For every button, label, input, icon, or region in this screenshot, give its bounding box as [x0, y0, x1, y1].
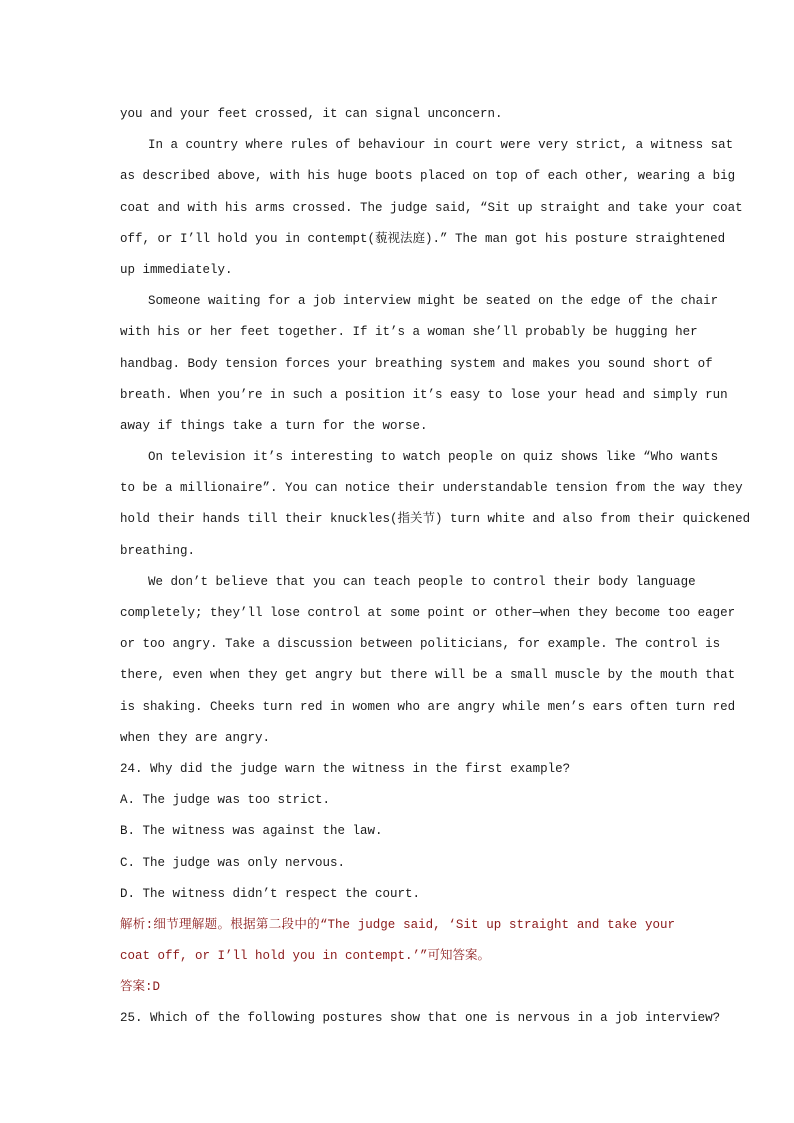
reading-passage	[120, 99, 751, 754]
question-25-stem: 25. Which of the following postures show that one is nervous in a job interview?	[120, 1011, 721, 1026]
question-24-option-b: B. The witness was against the law.	[120, 824, 383, 839]
question-24-analysis-line-1: 解析:细节理解题。根据第二段中的“The judge said, ‘Sit up straight and take your	[120, 917, 675, 932]
question-24-option-c: C. The judge was only nervous.	[120, 855, 346, 870]
passage-line: Someone waiting for a job interview might be seated on the edge of the chair	[148, 294, 719, 309]
passage-line: you and your feet crossed, it can signal unconcern.	[120, 107, 503, 121]
passage-line: or too angry. Take a discussion between politicians, for example. The control is	[120, 637, 721, 652]
passage-line: as described above, with his huge boots placed on top of each other, wearing a big	[120, 169, 736, 184]
passage-line: there, even when they get angry but there will be a small muscle by the mouth that	[120, 668, 736, 683]
question-24-answer: 答案:D	[120, 980, 161, 995]
question-24-option-a: A. The judge was too strict.	[120, 793, 331, 808]
passage-line: completely; they’ll lose control at some point or other—when they become too eager	[120, 606, 736, 620]
passage-line: coat and with his arms crossed. The judge said, “Sit up straight and take your coat	[120, 200, 743, 215]
passage-line: On television it’s interesting to watch people on quiz shows like “Who wants	[148, 450, 719, 465]
passage-line: off, or I’ll hold you in contempt(藐视法庭).” The man got his posture straightened	[120, 231, 726, 246]
passage-line: up immediately.	[120, 262, 233, 277]
passage-line: We don’t believe that you can teach people to control their body language	[148, 574, 696, 589]
passage-line: away if things take a turn for the worse.	[120, 418, 428, 433]
passage-line: when they are angry.	[120, 730, 271, 745]
passage-line: with his or her feet together. If it’s a woman she’ll probably be hugging her	[120, 325, 698, 340]
passage-line: breath. When you’re in such a position it’s easy to lose your head and simply run	[120, 387, 728, 402]
question-24-analysis-line-2: coat off, or I’ll hold you in contempt.’”可知答案。	[120, 949, 491, 964]
question-24-option-d: D. The witness didn’t respect the court.	[120, 886, 421, 901]
question-25	[120, 1003, 721, 1034]
passage-line: breathing.	[120, 543, 196, 558]
passage-line: hold their hands till their knuckles(指关节) turn white and also from their quickened	[120, 512, 751, 527]
passage-line: is shaking. Cheeks turn red in women who are angry while men’s ears often turn red	[120, 699, 736, 714]
question-24-stem: 24. Why did the judge warn the witness in the first example?	[120, 761, 571, 776]
passage-line: In a country where rules of behaviour in court were very strict, a witness sat	[148, 138, 734, 153]
passage-line: to be a millionaire”. You can notice their understandable tension from the way they	[120, 481, 743, 496]
question-24	[120, 754, 675, 1004]
document-page	[120, 99, 751, 1035]
passage-line: handbag. Body tension forces your breathing system and makes you sound short of	[120, 356, 713, 371]
